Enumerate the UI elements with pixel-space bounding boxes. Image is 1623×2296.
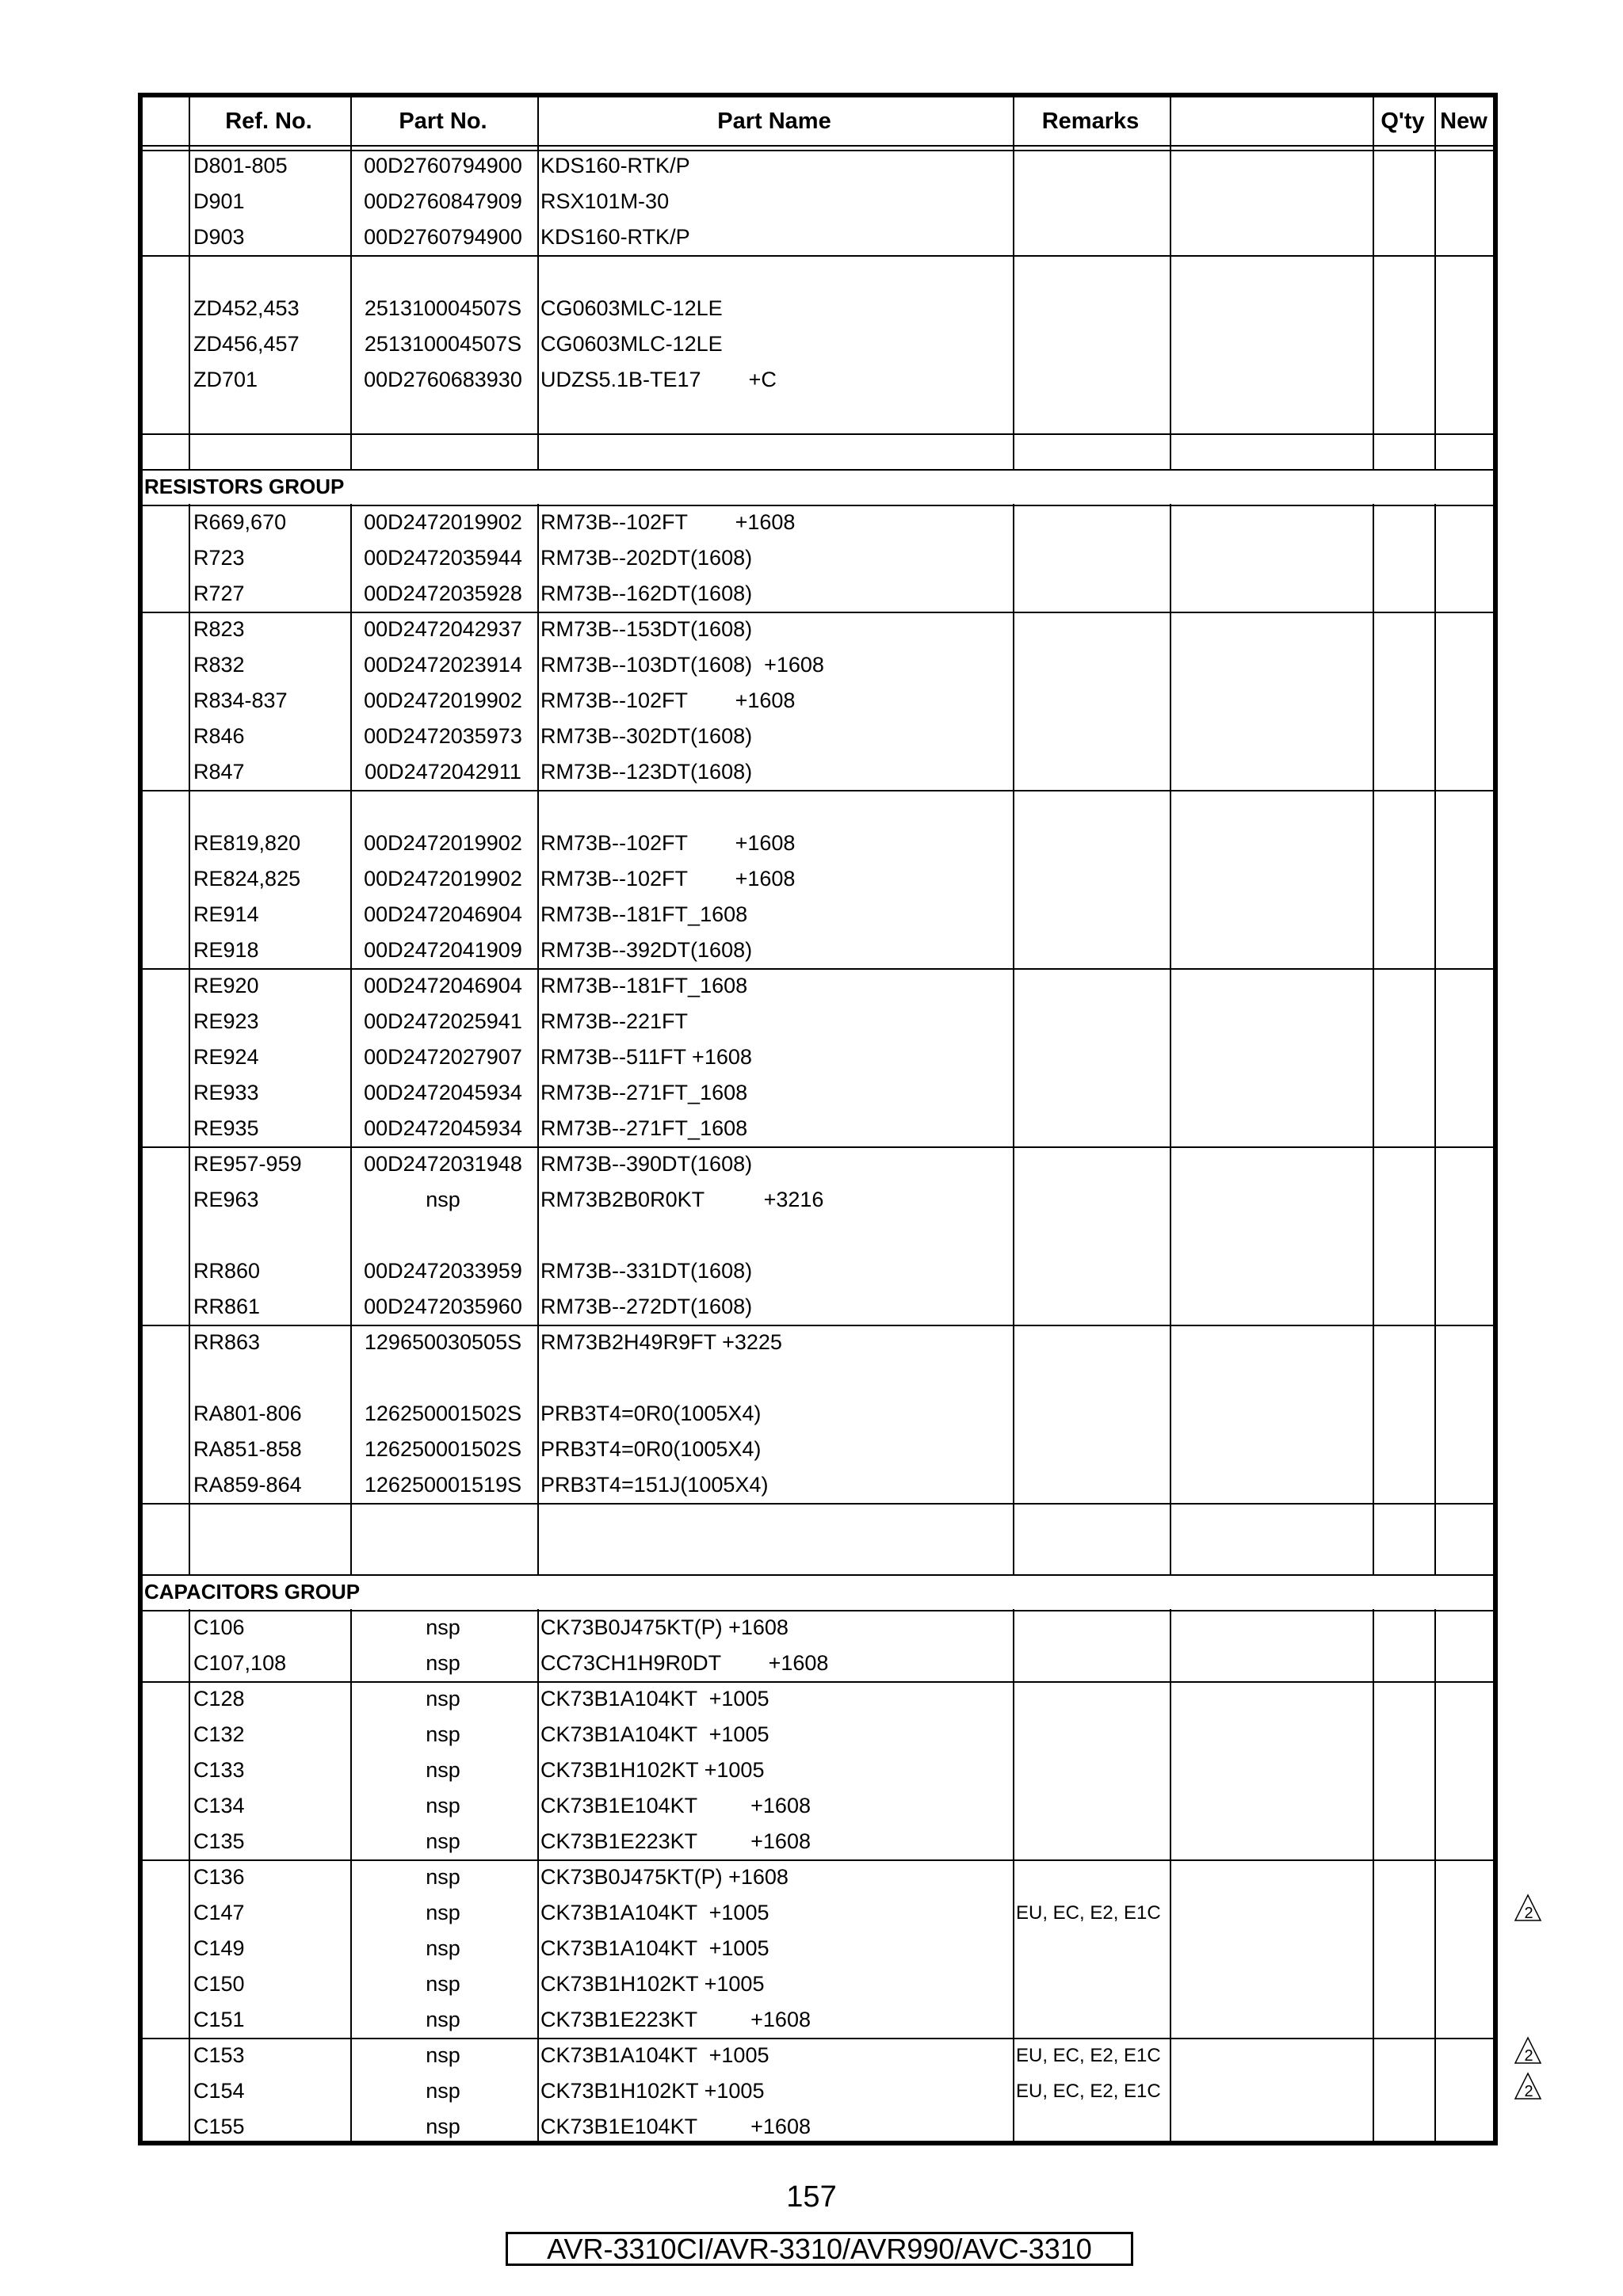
part-name-cell: RM73B--123DT(1608) (540, 760, 753, 784)
row-divider (143, 2038, 1493, 2039)
header-divider (143, 150, 1493, 151)
ref-no-cell: ZD701 (193, 368, 258, 391)
ref-no-cell: RE963 (193, 1188, 259, 1211)
ref-no-cell: C147 (193, 1901, 245, 1924)
part-name-cell: CK73B1A104KT +1005 (540, 2043, 769, 2067)
part-no-cell: 00D2472046904 (364, 902, 522, 926)
ref-no-cell: ZD456,457 (193, 332, 300, 356)
ref-no-cell: RE957-959 (193, 1152, 302, 1176)
part-name-cell: RM73B--331DT(1608) (540, 1259, 753, 1283)
ref-no-cell: D801-805 (193, 154, 288, 177)
part-no-cell: 00D2472025941 (364, 1009, 522, 1033)
part-no-cell: nsp (426, 2079, 460, 2103)
part-no-cell: 00D2472042911 (365, 760, 521, 784)
revision-number: 2 (1524, 1905, 1533, 1922)
part-no-cell: 00D2472035928 (364, 582, 522, 605)
part-no-cell: 00D2760794900 (364, 225, 522, 249)
part-name-cell: RM73B--162DT(1608) (540, 582, 753, 605)
part-name-cell: RM73B--302DT(1608) (540, 724, 753, 748)
ref-no-cell: C132 (193, 1722, 245, 1746)
header-part-no: Part No. (399, 108, 487, 134)
part-name-cell: RM73B--103DT(1608) +1608 (540, 653, 824, 677)
part-name-cell: RM73B--221FT (540, 1009, 689, 1033)
row-divider (143, 255, 1493, 257)
part-name-cell: CK73B1E223KT +1608 (540, 1829, 811, 1853)
part-no-cell: 00D2760794900 (364, 154, 522, 177)
row-divider (143, 1859, 1493, 1861)
ref-no-cell: R847 (193, 760, 245, 784)
ref-no-cell: D901 (193, 189, 245, 213)
row-divider (143, 1146, 1493, 1148)
ref-no-cell: RE819,820 (193, 831, 301, 855)
part-name-cell: CK73B1E223KT +1608 (540, 2008, 811, 2031)
row-divider (143, 433, 1493, 435)
part-no-cell: 00D2472019902 (364, 867, 522, 891)
part-name-cell: CK73B0J475KT(P) +1608 (540, 1615, 789, 1639)
remarks-cell: EU, EC, E2, E1C (1016, 1902, 1161, 1924)
part-no-cell: nsp (426, 1615, 460, 1639)
ref-no-cell: D903 (193, 225, 245, 249)
ref-no-cell: C134 (193, 1794, 245, 1817)
group-heading: RESISTORS GROUP (144, 475, 345, 498)
ref-no-cell: RR861 (193, 1295, 261, 1318)
ref-no-cell: R846 (193, 724, 245, 748)
revision-triangle-icon (1514, 1894, 1542, 1922)
part-no-cell: nsp (426, 1829, 460, 1853)
part-name-cell: CK73B1A104KT +1005 (540, 1901, 769, 1924)
part-name-cell: RM73B--271FT_1608 (540, 1116, 748, 1140)
ref-no-cell: C153 (193, 2043, 245, 2067)
part-name-cell: RM73B2H49R9FT +3225 (540, 1330, 782, 1354)
part-no-cell: nsp (426, 1936, 460, 1960)
header-new: New (1440, 108, 1487, 134)
ref-no-cell: C106 (193, 1615, 245, 1639)
ref-no-cell: R823 (193, 617, 245, 641)
part-name-cell: CK73B1H102KT +1005 (540, 1972, 765, 1996)
part-name-cell: CG0603MLC-12LE (540, 332, 723, 356)
revision-triangle-icon (1514, 2072, 1542, 2100)
header-qty: Q'ty (1381, 108, 1425, 134)
remarks-cell: EU, EC, E2, E1C (1016, 2081, 1161, 2102)
row-divider (143, 1503, 1493, 1505)
part-name-cell: RM73B--511FT +1608 (540, 1045, 752, 1069)
header-remarks: Remarks (1041, 108, 1140, 134)
row-divider (143, 469, 1493, 471)
column-divider (1373, 97, 1374, 2141)
part-name-cell: CK73B1E104KT +1608 (540, 2115, 811, 2138)
ref-no-cell: RR863 (193, 1330, 261, 1354)
part-name-cell: RM73B--272DT(1608) (540, 1295, 753, 1318)
row-divider (143, 612, 1493, 613)
part-no-cell: nsp (426, 2008, 460, 2031)
header-ref-no: Ref. No. (225, 108, 312, 134)
ref-no-cell: RE920 (193, 974, 259, 997)
part-name-cell: RM73B--102FT +1608 (540, 867, 796, 891)
ref-no-cell: RR860 (193, 1259, 261, 1283)
part-no-cell: 126250001502S (364, 1437, 522, 1461)
part-name-cell: RM73B--181FT_1608 (540, 902, 748, 926)
part-no-cell: 00D2472019902 (364, 510, 522, 534)
part-name-cell: CG0603MLC-12LE (540, 296, 723, 320)
header-part-name: Part Name (717, 108, 831, 134)
part-no-cell: nsp (426, 1687, 460, 1711)
part-name-cell: RM73B--102FT +1608 (540, 831, 796, 855)
ref-no-cell: RE935 (193, 1116, 259, 1140)
part-no-cell: 00D2472046904 (364, 974, 522, 997)
part-name-cell: CK73B1H102KT +1005 (540, 2079, 765, 2103)
part-name-cell: CK73B0J475KT(P) +1608 (540, 1865, 789, 1889)
column-divider (189, 97, 190, 2141)
part-name-cell: RM73B--102FT +1608 (540, 688, 796, 712)
part-name-cell: RM73B--271FT_1608 (540, 1081, 748, 1104)
part-no-cell: nsp (426, 1865, 460, 1889)
part-name-cell: CK73B1H102KT +1005 (540, 1758, 765, 1782)
ref-no-cell: C128 (193, 1687, 245, 1711)
part-name-cell: CC73CH1H9R0DT +1608 (540, 1651, 829, 1675)
part-no-cell: 00D2472035944 (364, 546, 522, 570)
part-name-cell: RM73B--392DT(1608) (540, 938, 753, 962)
revision-number: 2 (1524, 2083, 1533, 2100)
part-name-cell: CK73B1A104KT +1005 (540, 1936, 769, 1960)
part-no-cell: 126250001502S (364, 1402, 522, 1425)
ref-no-cell: R669,670 (193, 510, 287, 534)
ref-no-cell: C133 (193, 1758, 245, 1782)
ref-no-cell: RE923 (193, 1009, 259, 1033)
part-no-cell: 00D2472023914 (364, 653, 522, 677)
part-no-cell: nsp (426, 1901, 460, 1924)
part-no-cell: 00D2472045934 (364, 1116, 522, 1140)
part-no-cell: nsp (426, 1972, 460, 1996)
part-no-cell: 00D2472031948 (364, 1152, 522, 1176)
part-name-cell: PRB3T4=0R0(1005X4) (540, 1402, 762, 1425)
part-no-cell: nsp (426, 1651, 460, 1675)
part-no-cell: 00D2472042937 (364, 617, 522, 641)
part-no-cell: 00D2472019902 (364, 831, 522, 855)
revision-triangle-icon (1514, 2036, 1542, 2065)
row-divider (143, 505, 1493, 506)
part-no-cell: 00D2472035973 (364, 724, 522, 748)
ref-no-cell: R832 (193, 653, 245, 677)
ref-no-cell: C149 (193, 1936, 245, 1960)
ref-no-cell: RE918 (193, 938, 259, 962)
ref-no-cell: RE824,825 (193, 867, 301, 891)
group-heading: CAPACITORS GROUP (144, 1580, 361, 1604)
ref-no-cell: RE914 (193, 902, 259, 926)
page-number: 157 (786, 2180, 837, 2214)
column-divider (1013, 97, 1014, 2141)
group-row-band (143, 470, 1493, 504)
part-no-cell: 00D2472035960 (364, 1295, 522, 1318)
part-name-cell: UDZS5.1B-TE17 +C (540, 368, 777, 391)
ref-no-cell: RE933 (193, 1081, 259, 1104)
part-name-cell: RM73B--202DT(1608) (540, 546, 753, 570)
header-divider (143, 145, 1493, 147)
part-no-cell: 00D2760683930 (364, 368, 522, 391)
part-no-cell: nsp (426, 2115, 460, 2138)
part-name-cell: KDS160-RTK/P (540, 225, 690, 249)
header-blank (1170, 97, 1371, 145)
part-no-cell: 00D2472045934 (364, 1081, 522, 1104)
part-name-cell: RM73B2B0R0KT +3216 (540, 1188, 824, 1211)
row-divider (143, 968, 1493, 970)
part-no-cell: nsp (426, 1758, 460, 1782)
remarks-cell: EU, EC, E2, E1C (1016, 2045, 1161, 2066)
revision-number: 2 (1524, 2047, 1533, 2065)
ref-no-cell: RA859-864 (193, 1473, 302, 1497)
ref-no-cell: RA851-858 (193, 1437, 302, 1461)
part-no-cell: 126250001519S (364, 1473, 522, 1497)
part-no-cell: nsp (426, 1188, 460, 1211)
ref-no-cell: R727 (193, 582, 245, 605)
ref-no-cell: C154 (193, 2079, 245, 2103)
row-divider (143, 1681, 1493, 1683)
part-name-cell: RM73B--390DT(1608) (540, 1152, 753, 1176)
part-no-cell: 00D2472019902 (364, 688, 522, 712)
part-no-cell: 251310004507S (364, 332, 522, 356)
part-no-cell: 251310004507S (364, 296, 522, 320)
ref-no-cell: RA801-806 (193, 1402, 302, 1425)
part-no-cell: 129650030505S (364, 1330, 522, 1354)
part-no-cell: nsp (426, 1722, 460, 1746)
parts-list-table (138, 93, 1498, 2145)
row-divider (143, 1610, 1493, 1611)
column-divider (537, 97, 539, 2141)
part-name-cell: RM73B--181FT_1608 (540, 974, 748, 997)
ref-no-cell: ZD452,453 (193, 296, 300, 320)
part-name-cell: KDS160-RTK/P (540, 154, 690, 177)
part-no-cell: 00D2472027907 (364, 1045, 522, 1069)
part-name-cell: RM73B--102FT +1608 (540, 510, 796, 534)
part-no-cell: nsp (426, 1794, 460, 1817)
ref-no-cell: C151 (193, 2008, 245, 2031)
column-divider (1434, 97, 1436, 2141)
part-name-cell: PRB3T4=0R0(1005X4) (540, 1437, 762, 1461)
ref-no-cell: C155 (193, 2115, 245, 2138)
part-name-cell: RSX101M-30 (540, 189, 670, 213)
part-name-cell: CK73B1E104KT +1608 (540, 1794, 811, 1817)
ref-no-cell: C135 (193, 1829, 245, 1853)
part-name-cell: PRB3T4=151J(1005X4) (540, 1473, 769, 1497)
ref-no-cell: R723 (193, 546, 245, 570)
ref-no-cell: C150 (193, 1972, 245, 1996)
part-name-cell: RM73B--153DT(1608) (540, 617, 753, 641)
part-no-cell: 00D2760847909 (364, 189, 522, 213)
row-divider (143, 790, 1493, 791)
ref-no-cell: R834-837 (193, 688, 288, 712)
model-number-box: AVR-3310CI/AVR-3310/AVR990/AVC-3310 (506, 2232, 1133, 2266)
part-name-cell: CK73B1A104KT +1005 (540, 1722, 769, 1746)
ref-no-cell: C107,108 (193, 1651, 287, 1675)
ref-no-cell: RE924 (193, 1045, 259, 1069)
part-no-cell: nsp (426, 2043, 460, 2067)
column-divider (1170, 97, 1171, 2141)
row-divider (143, 1325, 1493, 1326)
part-no-cell: 00D2472041909 (364, 938, 522, 962)
part-no-cell: 00D2472033959 (364, 1259, 522, 1283)
ref-no-cell: C136 (193, 1865, 245, 1889)
part-name-cell: CK73B1A104KT +1005 (540, 1687, 769, 1711)
